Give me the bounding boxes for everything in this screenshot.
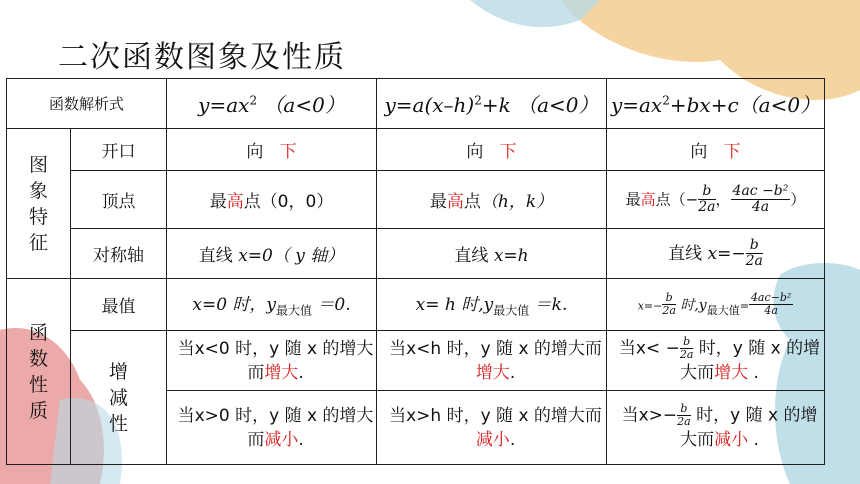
- opening-col3: 向 下: [607, 129, 825, 171]
- vertex-x-fraction: $\frac{b}{2a}$: [698, 182, 716, 215]
- vertex-col3: 最高点（− $\frac{b}{2a}$ ， $\frac{\text{4ac −b²}}{4a}$ ）: [607, 171, 825, 229]
- graph-features-group: 图象特征: [7, 129, 71, 279]
- header-col1: $y=ax^2$ （a<0）: [167, 79, 377, 129]
- vertex-y-fraction: $\frac{\text{4ac −b²}}{4a}$: [732, 182, 789, 215]
- increasing-col1: 当x<0 时，y 随 x 的增大而增大.: [167, 331, 377, 391]
- opening-label: 开口: [71, 129, 167, 171]
- decreasing-col3: 当x>− $\frac{b}{2a}$ 时，y 随 x 的增大而减小 .: [607, 391, 825, 465]
- extremum-col3: x=− $\frac{b}{2a}$ 时$,y_{最大值}=$ $\frac{\text{4ac−b²}}{4a}$: [607, 279, 825, 331]
- header-col3: $y=ax^2+bx+c(a<0)$: [607, 79, 825, 129]
- increasing-col2: 当x<h 时，y 随 x 的增大而增大.: [377, 331, 607, 391]
- header-col2: $y=a(x-h)^2+k$ （a<0）: [377, 79, 607, 129]
- extremum-x-fraction: $\frac{b}{2a}$: [662, 290, 676, 317]
- quadratic-properties-table: [6, 78, 825, 465]
- axis-label: 对称轴: [71, 229, 167, 279]
- vertex-label: 顶点: [71, 171, 167, 229]
- monotonic-label: 增减性: [71, 331, 167, 465]
- decreasing-col1: 当x>0 时，y 随 x 的增大而减小.: [167, 391, 377, 465]
- extremum-label: 最值: [71, 279, 167, 331]
- increasing-fraction: $\frac{b}{2a}$: [679, 334, 694, 361]
- properties-group: 函数性质: [7, 279, 71, 465]
- vertex-col1: 最高点（0，0）: [167, 171, 377, 229]
- extremum-value-fraction: $\frac{\text{4ac−b²}}{4a}$: [750, 290, 792, 317]
- opening-col2: 向 下: [377, 129, 607, 171]
- axis-col2: 直线 x=h: [377, 229, 607, 279]
- header-label: 函数解析式: [7, 79, 167, 129]
- axis-fraction: $\frac{b}{2a}$: [745, 236, 763, 269]
- extremum-col2: x= h 时$,y_{最大值} =k$.: [377, 279, 607, 331]
- decreasing-fraction: $\frac{b}{2a}$: [677, 401, 691, 428]
- increasing-row: [7, 331, 825, 391]
- opening-row: [7, 129, 825, 171]
- page-title: 二次函数图象及性质: [58, 40, 346, 75]
- vertex-row: [7, 171, 825, 229]
- decreasing-col2: 当x>h 时，y 随 x 的增大而减小.: [377, 391, 607, 465]
- header-row: [7, 79, 825, 129]
- axis-col1: 直线 x=0（ y 轴）: [167, 229, 377, 279]
- axis-col3: 直线 x=− $\frac{b}{2a}$: [607, 229, 825, 279]
- vertex-col2: 最高点（h，k）: [377, 171, 607, 229]
- extremum-col1: x=0 时，$y_{最大值} =0$.: [167, 279, 377, 331]
- extremum-row: [7, 279, 825, 331]
- axis-row: [7, 229, 825, 279]
- increasing-col3: 当x< − $\frac{b}{2a}$ 时，y 随 x 的增大而增大 .: [607, 331, 825, 391]
- opening-col1: 向 下: [167, 129, 377, 171]
